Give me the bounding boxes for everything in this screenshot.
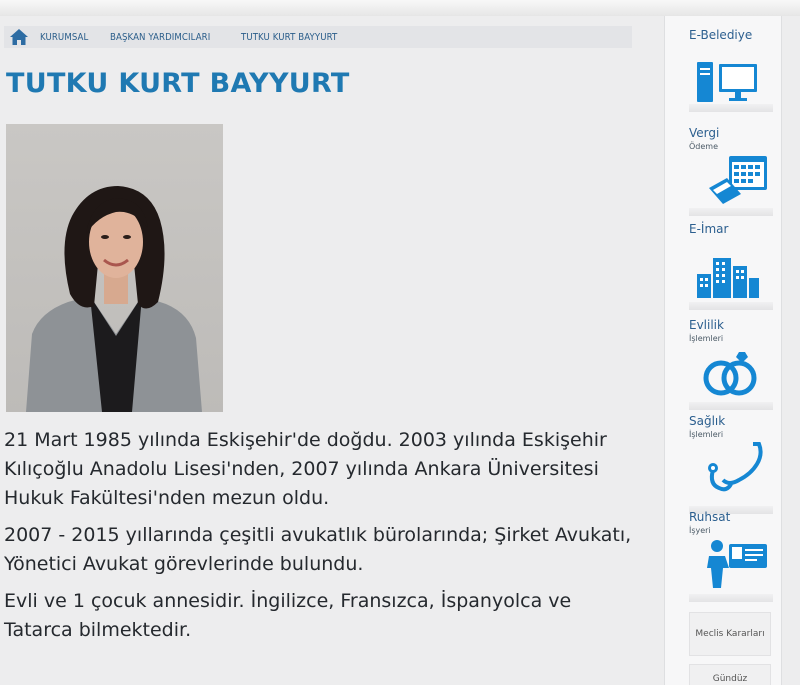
bio-paragraph: Evli ve 1 çocuk annesidir. İngilizce, Fransızca, İspanyolca ve Tatarca bilmektedir. (4, 590, 572, 641)
sidebar-item-title: Sağlık (689, 414, 726, 428)
sidebar-item-e-imar[interactable] (665, 216, 783, 316)
biography (4, 426, 634, 653)
sidebar-item-e-belediye[interactable] (665, 16, 783, 116)
sidebar-item-ruhsat[interactable] (665, 510, 783, 606)
breadcrumb-baskan-yardimcilari[interactable]: BAŞKAN YARDIMCILARI (110, 31, 211, 43)
icon-shelf (689, 208, 773, 216)
sidebar (664, 16, 782, 685)
top-bar (0, 0, 800, 16)
icon-shelf (689, 302, 773, 310)
sidebar-item-title: Vergi (689, 126, 720, 140)
sidebar-item-title: Evlilik (689, 318, 724, 332)
sidebar-item-evlilik[interactable] (665, 316, 783, 416)
page-title: TUTKU KURT BAYYURT (6, 68, 350, 99)
home-icon[interactable] (8, 27, 30, 47)
license-card-icon (705, 534, 771, 590)
profile-photo (6, 124, 223, 412)
computer-icon (695, 60, 761, 106)
main-content (0, 16, 640, 685)
breadcrumb-current[interactable]: TUTKU KURT BAYYURT (240, 31, 338, 43)
breadcrumb-kurumsal[interactable]: KURUMSAL (40, 31, 89, 43)
sidebar-item-title: E-Belediye (689, 28, 753, 42)
breadcrumb (4, 26, 632, 48)
sidebar-item-subtitle: İşlemleri (689, 334, 724, 343)
sidebar-item-title: E-İmar (689, 222, 729, 236)
gunduz-button[interactable]: Gündüz (689, 664, 771, 685)
payment-calendar-icon (707, 150, 771, 206)
sidebar-item-vergi[interactable] (665, 116, 783, 216)
sidebar-item-title: Ruhsat (689, 510, 731, 524)
buildings-icon (695, 254, 761, 300)
wedding-rings-icon (699, 348, 763, 398)
sidebar-item-subtitle: İşyeri (689, 526, 711, 535)
sidebar-item-subtitle: İşlemleri (689, 430, 724, 439)
stethoscope-icon (705, 440, 767, 502)
bio-paragraph: 21 Mart 1985 yılında Eskişehir'de doğdu. 2003 yılında Eskişehir Kılıçoğlu Anadolu Lisesi'nden, 2007 yılında Ankara Üniversitesi Hukuk Fakültesi'nden mezun oldu. (4, 429, 607, 509)
sidebar-item-subtitle: Ödeme (689, 142, 719, 151)
sidebar-item-saglik[interactable] (665, 416, 783, 516)
icon-shelf (689, 402, 773, 410)
icon-shelf (689, 594, 773, 602)
meclis-kararlari-button[interactable]: Meclis Kararları (689, 612, 771, 656)
icon-shelf (689, 104, 773, 112)
bio-paragraph: 2007 - 2015 yıllarında çeşitli avukatlık bürolarında; Şirket Avukatı, Yönetici Avukat görevlerinde bulundu. (4, 524, 632, 575)
